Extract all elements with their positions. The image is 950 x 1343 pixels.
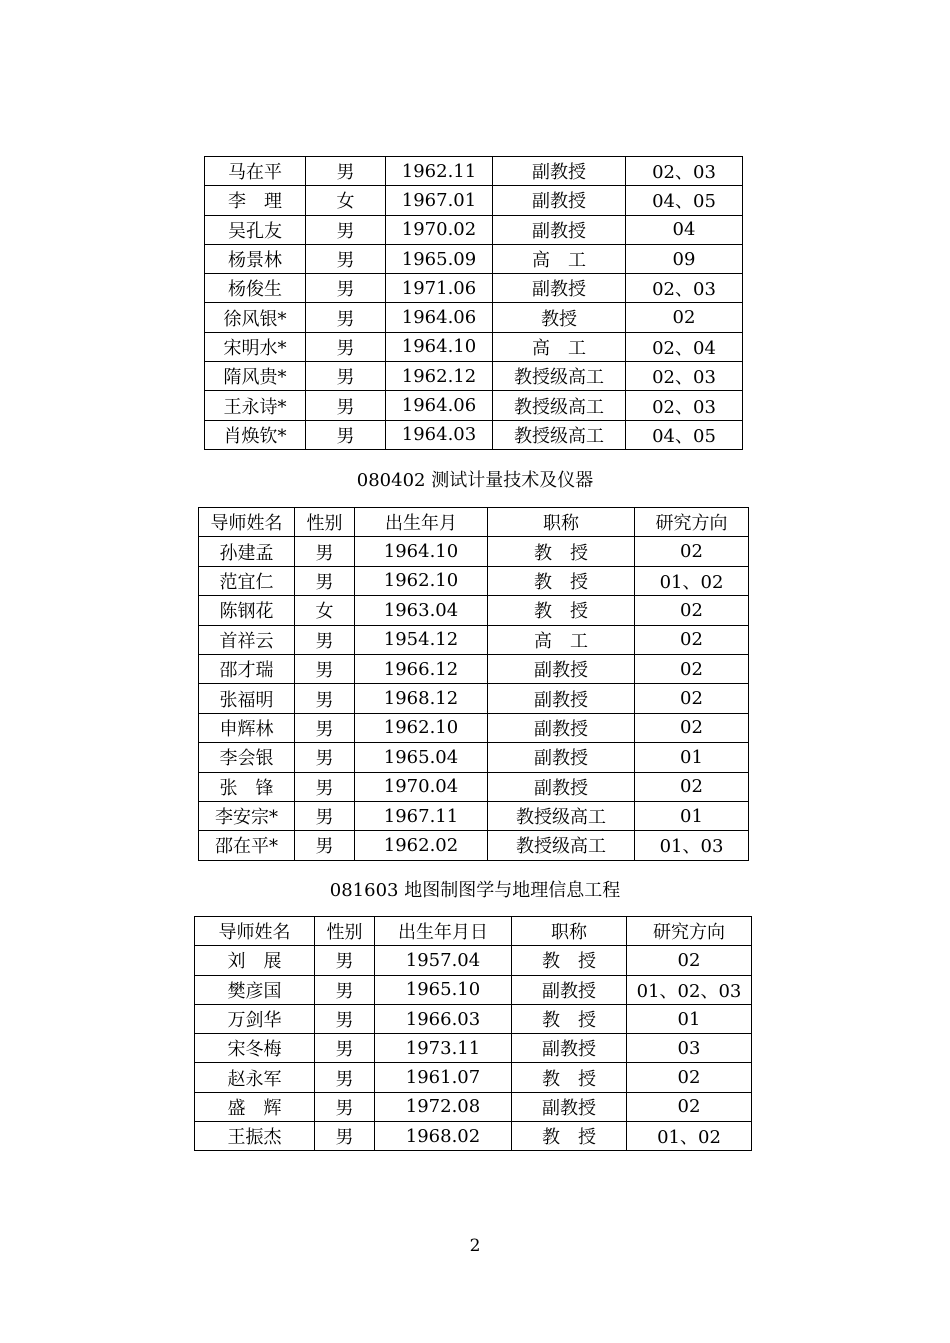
cell-title: 教授级高工 [488, 801, 635, 830]
cell-birth: 1964.06 [386, 303, 493, 332]
cell-gender: 女 [306, 186, 386, 215]
cell-gender: 男 [295, 566, 355, 595]
table-row [195, 975, 752, 1004]
cell-title: 教 授 [512, 1122, 627, 1151]
cell-birth: 1973.11 [375, 1034, 512, 1063]
cell-title: 高 工 [488, 625, 635, 654]
cell-gender: 男 [295, 537, 355, 566]
cell-research: 02 [627, 1063, 752, 1092]
cell-research: 01 [627, 1004, 752, 1033]
cell-research: 01、02、03 [627, 975, 752, 1004]
table-row [199, 625, 749, 654]
cell-title: 教 授 [488, 566, 635, 595]
cell-research: 02、04 [626, 332, 743, 361]
cell-name: 肖焕钦* [205, 420, 306, 449]
cell-title: 副教授 [512, 975, 627, 1004]
cell-title: 教 授 [512, 946, 627, 975]
table-row [199, 654, 749, 683]
cell-name: 徐风银* [205, 303, 306, 332]
cell-title: 副教授 [512, 1034, 627, 1063]
table-row [205, 303, 743, 332]
table-row [199, 684, 749, 713]
table-row [195, 1034, 752, 1063]
cell-title: 副教授 [488, 713, 635, 742]
cell-research: 02 [635, 772, 749, 801]
cell-title: 教 授 [488, 596, 635, 625]
table-row [199, 831, 749, 860]
cell-research: 09 [626, 244, 743, 273]
table-row [205, 332, 743, 361]
faculty-table-080402 [198, 507, 749, 861]
cell-name: 樊彦国 [195, 975, 315, 1004]
cell-birth: 1965.09 [386, 244, 493, 273]
cell-title: 教 授 [488, 537, 635, 566]
cell-birth: 1957.04 [375, 946, 512, 975]
cell-gender: 男 [306, 391, 386, 420]
cell-name: 张福明 [199, 684, 295, 713]
cell-title: 副教授 [488, 743, 635, 772]
table-row [195, 1122, 752, 1151]
faculty-table-081603 [194, 916, 752, 1151]
cell-gender: 男 [315, 1004, 375, 1033]
cell-title: 副教授 [488, 654, 635, 683]
cell-title: 副教授 [488, 772, 635, 801]
cell-title: 高 工 [493, 332, 626, 361]
cell-research: 02 [635, 684, 749, 713]
cell-gender: 男 [306, 157, 386, 186]
table-row [205, 244, 743, 273]
page-number: 2 [469, 1236, 481, 1256]
table-row [205, 186, 743, 215]
cell-birth: 1962.10 [355, 713, 488, 742]
table-row [199, 713, 749, 742]
cell-gender: 男 [295, 801, 355, 830]
cell-birth: 1965.04 [355, 743, 488, 772]
cell-name: 杨景林 [205, 244, 306, 273]
cell-title: 教 授 [512, 1004, 627, 1033]
cell-birth: 1964.10 [386, 332, 493, 361]
cell-name: 宋冬梅 [195, 1034, 315, 1063]
section-title-081603: 081603 地图制图学与地理信息工程 [329, 880, 621, 901]
cell-birth: 1962.12 [386, 362, 493, 391]
cell-research: 02、03 [626, 362, 743, 391]
cell-gender: 男 [315, 1034, 375, 1063]
table-row [199, 596, 749, 625]
cell-birth: 1954.12 [355, 625, 488, 654]
cell-birth: 1964.10 [355, 537, 488, 566]
table-row [205, 420, 743, 449]
table-row [199, 537, 749, 566]
header-name: 导师姓名 [195, 917, 315, 946]
cell-gender: 男 [306, 332, 386, 361]
cell-gender: 男 [306, 274, 386, 303]
cell-gender: 男 [306, 303, 386, 332]
cell-research: 02、03 [626, 391, 743, 420]
cell-birth: 1968.12 [355, 684, 488, 713]
cell-name: 万剑华 [195, 1004, 315, 1033]
cell-title: 高 工 [493, 244, 626, 273]
cell-title: 教授级高工 [493, 420, 626, 449]
cell-name: 范宜仁 [199, 566, 295, 595]
cell-name: 首祥云 [199, 625, 295, 654]
cell-birth: 1971.06 [386, 274, 493, 303]
cell-title: 副教授 [493, 157, 626, 186]
cell-name: 张 锋 [199, 772, 295, 801]
cell-research: 02 [635, 713, 749, 742]
cell-birth: 1962.10 [355, 566, 488, 595]
cell-research: 04、05 [626, 186, 743, 215]
cell-gender: 男 [295, 684, 355, 713]
cell-name: 李安宗* [199, 801, 295, 830]
cell-title: 教授 [493, 303, 626, 332]
cell-research: 02 [635, 596, 749, 625]
cell-birth: 1962.02 [355, 831, 488, 860]
cell-birth: 1972.08 [375, 1092, 512, 1121]
cell-research: 02 [627, 1092, 752, 1121]
cell-birth: 1967.01 [386, 186, 493, 215]
cell-research: 04 [626, 215, 743, 244]
cell-name: 孙建孟 [199, 537, 295, 566]
section-title-080402: 080402 测试计量技术及仪器 [356, 470, 594, 491]
cell-gender: 男 [315, 975, 375, 1004]
table-row [205, 391, 743, 420]
cell-birth: 1967.11 [355, 801, 488, 830]
header-birth: 出生年月 [355, 508, 488, 537]
table-row [195, 1063, 752, 1092]
cell-title: 教授级高工 [493, 362, 626, 391]
cell-birth: 1963.04 [355, 596, 488, 625]
cell-gender: 男 [306, 420, 386, 449]
cell-name: 申辉林 [199, 713, 295, 742]
table-row [205, 157, 743, 186]
cell-title: 副教授 [512, 1092, 627, 1121]
cell-research: 01、02 [635, 566, 749, 595]
cell-title: 教授级高工 [488, 831, 635, 860]
header-research: 研究方向 [635, 508, 749, 537]
cell-research: 02、03 [626, 274, 743, 303]
header-name: 导师姓名 [199, 508, 295, 537]
cell-birth: 1964.03 [386, 420, 493, 449]
table-row [199, 743, 749, 772]
table-row [205, 274, 743, 303]
cell-gender: 男 [295, 625, 355, 654]
cell-gender: 男 [315, 1092, 375, 1121]
cell-research: 02 [635, 625, 749, 654]
table-header-row [195, 917, 752, 946]
cell-birth: 1966.03 [375, 1004, 512, 1033]
cell-name: 邵才瑞 [199, 654, 295, 683]
cell-gender: 男 [315, 1122, 375, 1151]
cell-birth: 1970.04 [355, 772, 488, 801]
cell-name: 宋明水* [205, 332, 306, 361]
cell-research: 04、05 [626, 420, 743, 449]
cell-title: 副教授 [493, 186, 626, 215]
cell-name: 李 理 [205, 186, 306, 215]
header-research: 研究方向 [627, 917, 752, 946]
cell-gender: 男 [315, 1063, 375, 1092]
cell-birth: 1965.10 [375, 975, 512, 1004]
cell-gender: 男 [306, 362, 386, 391]
cell-name: 吴孔友 [205, 215, 306, 244]
cell-name: 刘 展 [195, 946, 315, 975]
cell-birth: 1968.02 [375, 1122, 512, 1151]
cell-name: 马在平 [205, 157, 306, 186]
table-row [195, 1092, 752, 1121]
cell-research: 03 [627, 1034, 752, 1063]
cell-birth: 1961.07 [375, 1063, 512, 1092]
cell-birth: 1970.02 [386, 215, 493, 244]
cell-research: 01 [635, 743, 749, 772]
cell-title: 副教授 [493, 274, 626, 303]
table-row [199, 566, 749, 595]
header-title: 职称 [512, 917, 627, 946]
table-row [199, 801, 749, 830]
cell-gender: 男 [306, 244, 386, 273]
cell-gender: 男 [315, 946, 375, 975]
cell-birth: 1962.11 [386, 157, 493, 186]
table-row [205, 215, 743, 244]
table-row [195, 946, 752, 975]
header-gender: 性别 [315, 917, 375, 946]
cell-title: 教授级高工 [493, 391, 626, 420]
cell-name: 陈钢花 [199, 596, 295, 625]
table-header-row [199, 508, 749, 537]
cell-research: 02 [627, 946, 752, 975]
table-row [199, 772, 749, 801]
cell-research: 02 [635, 537, 749, 566]
cell-name: 王永诗* [205, 391, 306, 420]
cell-research: 02、03 [626, 157, 743, 186]
cell-name: 盛 辉 [195, 1092, 315, 1121]
cell-research: 01、03 [635, 831, 749, 860]
cell-name: 隋风贵* [205, 362, 306, 391]
cell-gender: 男 [295, 713, 355, 742]
header-birth: 出生年月日 [375, 917, 512, 946]
cell-research: 01 [635, 801, 749, 830]
table-row [195, 1004, 752, 1033]
cell-gender: 男 [295, 831, 355, 860]
cell-name: 赵永军 [195, 1063, 315, 1092]
cell-gender: 男 [295, 743, 355, 772]
cell-name: 邵在平* [199, 831, 295, 860]
header-title: 职称 [488, 508, 635, 537]
cell-title: 教 授 [512, 1063, 627, 1092]
cell-title: 副教授 [493, 215, 626, 244]
cell-birth: 1966.12 [355, 654, 488, 683]
cell-title: 副教授 [488, 684, 635, 713]
cell-research: 01、02 [627, 1122, 752, 1151]
cell-gender: 女 [295, 596, 355, 625]
cell-gender: 男 [306, 215, 386, 244]
cell-research: 02 [626, 303, 743, 332]
table-row [205, 362, 743, 391]
cell-birth: 1964.06 [386, 391, 493, 420]
header-gender: 性别 [295, 508, 355, 537]
cell-name: 王振杰 [195, 1122, 315, 1151]
cell-gender: 男 [295, 654, 355, 683]
faculty-table-continued [204, 156, 743, 450]
cell-name: 李会银 [199, 743, 295, 772]
cell-name: 杨俊生 [205, 274, 306, 303]
cell-research: 02 [635, 654, 749, 683]
cell-gender: 男 [295, 772, 355, 801]
